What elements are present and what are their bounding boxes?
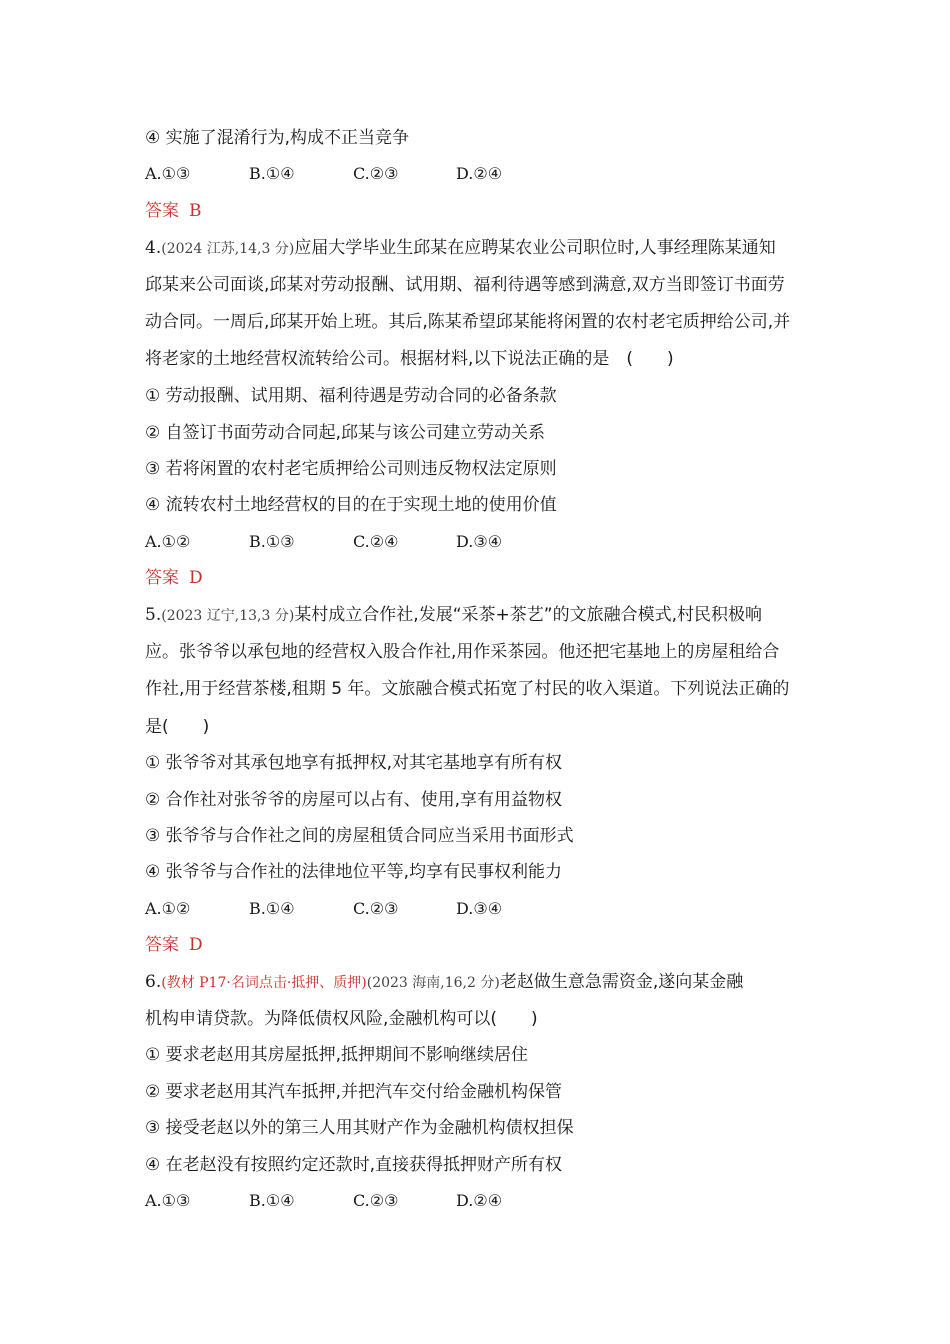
q6-item-3: ③ 接受老赵以外的第三人用其财产作为金融机构债权担保 [145,1118,574,1138]
q6-item-1: ① 要求老赵用其房屋抵押,抵押期间不影响继续居住 [145,1045,529,1065]
q5-stem-line-2: 应。张爷爷以承包地的经营权入股合作社,用作采茶园。他还把宅基地上的房屋租给合 [145,642,780,662]
q6-option-b: B.①④ [249,1191,295,1210]
q3-answer-value: B [189,201,202,221]
q5-stem-text-1: 某村成立合作社,发展“采茶+茶艺”的文旅融合模式,村民积极响 [294,605,762,625]
q5-item-3: ③ 张爷爷与合作社之间的房屋租赁合同应当采用书面形式 [145,826,574,846]
q5-option-b: B.①④ [249,899,295,918]
q4-option-d: D.③④ [456,532,503,551]
q4-answer-value: D [189,568,203,588]
q6-textbook-tag: (教材 P17·名词点击·抵押、质押) [161,975,367,991]
q5-option-d: D.③④ [456,899,503,918]
q3-option-a: A.①③ [145,164,191,183]
q6-stem-line-1 [145,970,815,995]
q4-stem-line-2: 邱某来公司面谈,邱某对劳动报酬、试用期、福利待遇等感到满意,双方当即签订书面劳 [145,275,785,295]
q3-item-4: ④ 实施了混淆行为,构成不正当竞争 [145,128,410,148]
q5-number: 5. [145,605,162,625]
q4-option-b: B.①③ [249,532,295,551]
q3-option-d: D.②④ [456,164,503,183]
q6-stem-line-2: 机构申请贷款。为降低债权风险,金融机构可以( ) [145,1009,538,1029]
q4-number: 4. [145,238,162,258]
q6-option-c: C.②③ [353,1191,399,1210]
q4-item-4: ④ 流转农村土地经营权的目的在于实现土地的使用价值 [145,495,557,515]
q6-option-a: A.①③ [145,1191,191,1210]
q4-stem-line-3: 动合同。一周后,邱某开始上班。其后,陈某希望邱某能将闲置的农村老宅质押给公司,并 [145,312,791,332]
q3-answer-label: 答案 [145,201,179,221]
q6-option-d: D.②④ [456,1191,503,1210]
q4-stem-text-1: 应届大学毕业生邱某在应聘某农业公司职位时,人事经理陈某通知 [294,238,776,258]
q4-options [145,530,815,554]
q4-item-1: ① 劳动报酬、试用期、福利待遇是劳动合同的必备条款 [145,386,557,406]
q4-stem-line-4: 将老家的土地经营权流转给公司。根据材料,以下说法正确的是 ( ) [145,349,674,369]
q5-source: (2023 辽宁,13,3 分) [161,608,295,624]
q5-answer-value: D [189,935,203,955]
q4-source: (2024 江苏,14,3 分) [161,241,295,257]
q4-item-2: ② 自签订书面劳动合同起,邱某与该公司建立劳动关系 [145,423,546,443]
q5-item-4: ④ 张爷爷与合作社的法律地位平等,均享有民事权利能力 [145,862,563,882]
q5-stem-line-4: 是( ) [145,717,210,737]
q6-item-4: ④ 在老赵没有按照约定还款时,直接获得抵押财产所有权 [145,1155,563,1175]
q5-option-c: C.②③ [353,899,399,918]
q4-answer-label: 答案 [145,568,179,588]
q5-item-1: ① 张爷爷对其承包地享有抵押权,对其宅基地享有所有权 [145,753,563,773]
q4-stem-line-1 [145,236,815,261]
q5-option-a: A.①② [145,899,191,918]
q3-option-b: B.①④ [249,164,295,183]
q3-answer [145,199,202,223]
q5-options [145,897,815,921]
q5-item-2: ② 合作社对张爷爷的房屋可以占有、使用,享有用益物权 [145,790,563,810]
q6-stem-text-1: 老赵做生意急需资金,遂向某金融 [499,972,744,992]
q4-answer [145,566,203,590]
q4-option-a: A.①② [145,532,191,551]
q5-answer [145,933,203,957]
q3-options [145,162,815,186]
q5-stem-line-1 [145,603,815,628]
q5-answer-label: 答案 [145,935,179,955]
q6-source: (2023 海南,16,2 分) [366,975,500,991]
q6-number: 6. [145,972,162,992]
q3-option-c: C.②③ [353,164,399,183]
q5-stem-line-3: 作社,用于经营茶楼,租期 5 年。文旅融合模式拓宽了村民的收入渠道。下列说法正确的 [145,679,790,699]
q6-item-2: ② 要求老赵用其汽车抵押,并把汽车交付给金融机构保管 [145,1082,563,1102]
q4-option-c: C.②④ [353,532,399,551]
q6-options [145,1189,815,1213]
q4-item-3: ③ 若将闲置的农村老宅质押给公司则违反物权法定原则 [145,459,557,479]
